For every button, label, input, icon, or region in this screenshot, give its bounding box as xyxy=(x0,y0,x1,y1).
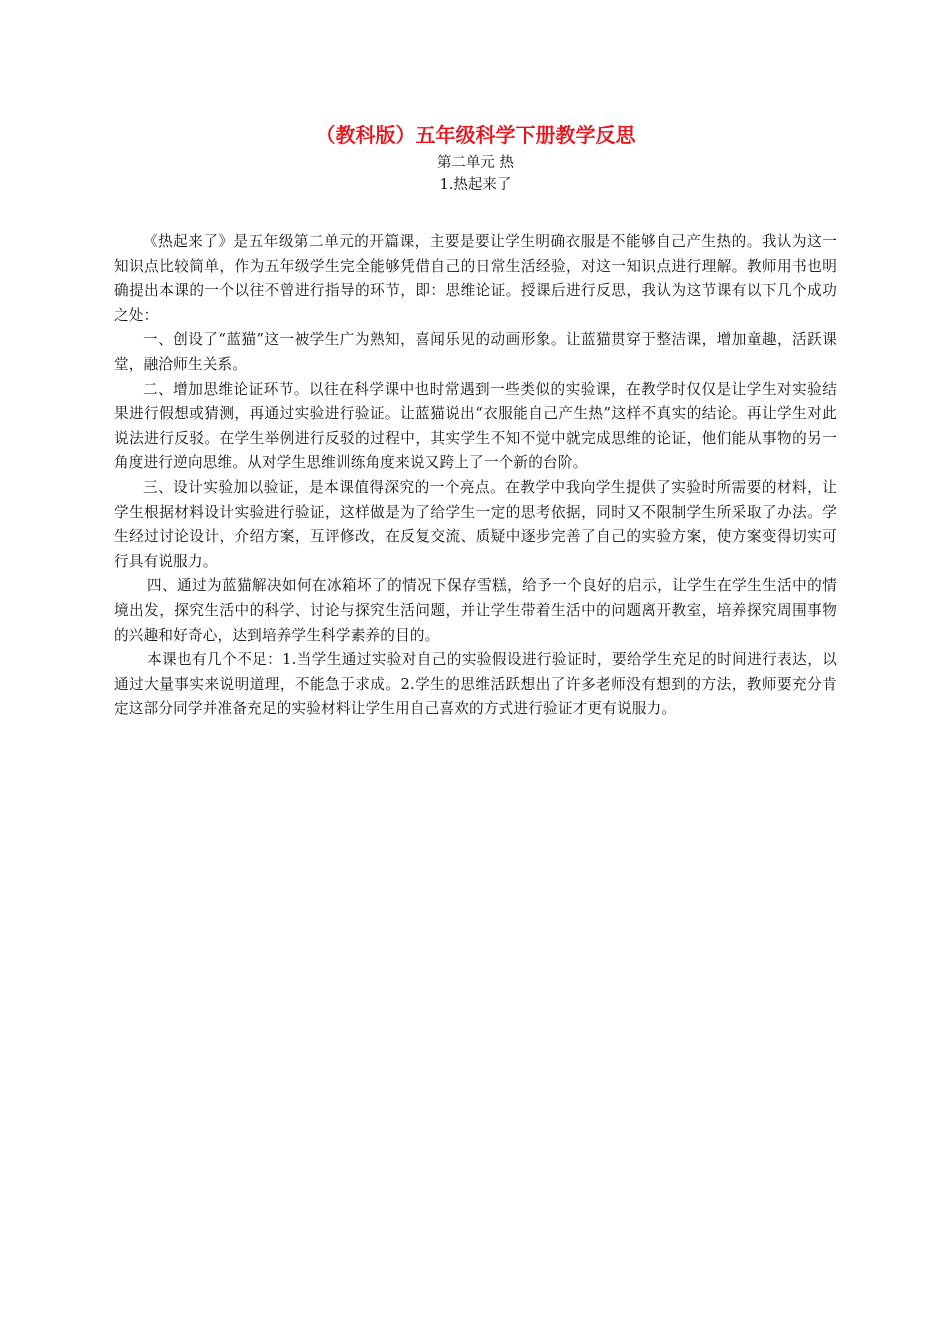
lesson-heading: 1.热起来了 xyxy=(439,177,512,193)
document-page xyxy=(114,118,837,722)
paragraph-point-2: 二、增加思维论证环节。以往在科学课中也时常遇到一些类似的实验课，在教学时仅仅是让学生对实验结果进行假想或猜测，再通过实验进行验证。让蓝猫说出“衣服能自己产生热”这样不真实的结论。再让学生对此说法进行反驳。在学生举例进行反驳的过程中，其实学生不知不觉中就完成思维的论证，他们能从事物的另一角度进行逆向思维。从对学生思维训练角度来说又跨上了一个新的台阶。 xyxy=(114,380,837,472)
paragraph-point-3: 三、设计实验加以验证，是本课值得深究的一个亮点。在教学中我向学生提供了实验时所需要的材料，让学生根据材料设计实验进行验证，这样做是为了给学生一定的思考依据，同时又不限制学生所采取了办法。学生经过讨论设计，介绍方案，互评修改，在反复交流、质疑中逐步完善了自己的实验方案，使方案变得切实可行具有说服力。 xyxy=(114,478,837,570)
paragraph-shortcomings: 本课也有几个不足：1.当学生通过实验对自己的实验假设进行验证时，要给学生充足的时间进行表达，以通过大量事实来说明道理，不能急于求成。2.学生的思维活跃想出了许多老师没有想到的方法，教师要充分肯定这部分同学并准备充足的实验材料让学生用自己喜欢的方式进行验证才更有说服力。 xyxy=(114,651,837,718)
document-body xyxy=(114,230,837,722)
paragraph-point-4: 四、通过为蓝猫解决如何在冰箱坏了的情况下保存雪糕，给予一个良好的启示，让学生在学生生活中的情境出发，探究生活中的科学、讨论与探究生活问题，并让学生带着生活中的问题离开教室，培养探究周围事物的兴趣和好奇心，达到培养学生科学素养的目的。 xyxy=(114,577,837,644)
paragraph-intro: 《热起来了》是五年级第二单元的开篇课，主要是要让学生明确衣服是不能够自己产生热的。我认为这一知识点比较简单，作为五年级学生完全能够凭借自己的日常生活经验，对这一知识点进行理解。教师用书也明确提出本课的一个以往不曾进行指导的环节，即：思维论证。授课后进行反思，我认为这节课有以下几个成功之处： xyxy=(114,233,837,324)
paragraph-point-1: 一、创设了“蓝猫”这一被学生广为熟知，喜闻乐见的动画形象。让蓝猫贯穿于整洁课，增加童趣，活跃课堂，融洽师生关系。 xyxy=(114,331,837,373)
unit-heading: 第二单元 热 xyxy=(436,155,515,171)
document-title: （教科版）五年级科学下册教学反思 xyxy=(315,123,636,147)
